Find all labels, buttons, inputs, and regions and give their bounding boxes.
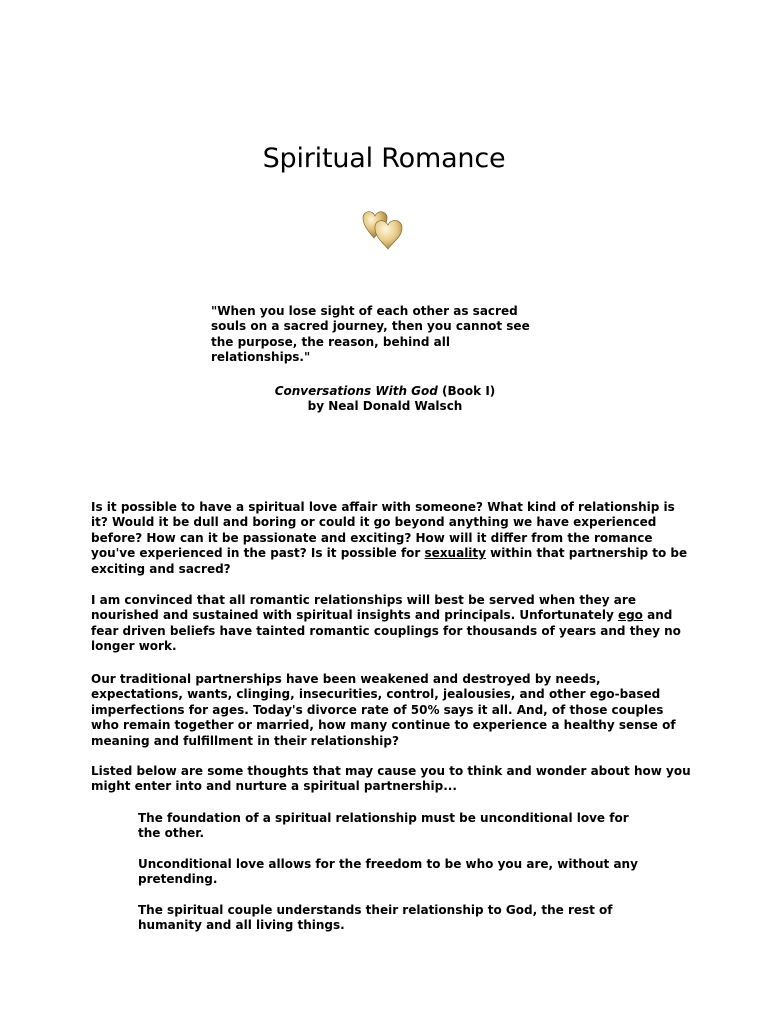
gold-hearts-icon — [357, 208, 411, 254]
book-number: (Book I) — [437, 384, 496, 398]
sexuality-link[interactable]: sexuality — [424, 546, 486, 561]
thought-item: The spiritual couple understands their relationship to God, the rest of humanity and all living things. — [138, 903, 613, 933]
epigraph-quote: "When you lose sight of each other as sacred souls on a sacred journey, then you cannot see the purpose, the reason, behind all relationships." — [211, 304, 530, 365]
paragraph-spiritual-love: Is it possible to have a spiritual love affair with someone? What kind of relationship is it? Would it be dull and boring or could it go beyond anything we have experienced before? How can it be passionate and exciting? How will it differ from the romance you've experienced in the past? Is it possible for sexuality within that partnership to be exciting and sacred? — [91, 500, 688, 576]
thought-item: Unconditional love allows for the freedom to be who you are, without any pretending. — [138, 857, 638, 887]
paragraph-traditional-partnerships: Our traditional partnerships have been weakened and destroyed by needs, expectations, wants, clinging, insecurities, control, jealousies, and other ego-based imperfections for ages. Today's divorce rate of 50% says it all. And, of those couples who remain together or married, how many continue to experience a healthy sense of meaning and fulfillment in their relationship? — [91, 672, 676, 748]
quote-attribution — [270, 384, 500, 415]
thought-item: The foundation of a spiritual relationship must be unconditional love for the other. — [138, 811, 629, 841]
page-title: Spiritual Romance — [262, 143, 506, 174]
ego-link[interactable]: ego — [617, 608, 643, 623]
author-name: by Neal Donald Walsch — [307, 399, 463, 414]
paragraph-listed-below: Listed below are some thoughts that may cause you to think and wonder about how you might enter into and nurture a spiritual partnership... — [91, 764, 691, 794]
paragraph-romantic-relationships: I am convinced that all romantic relationships will best be served when they are nourished and sustained with spiritual insights and principals. Unfortunately ego and fear driven beliefs have tainted romantic couplings for thousands of years and they no longer work. — [91, 593, 681, 654]
book-title: Conversations With God — [274, 384, 438, 398]
